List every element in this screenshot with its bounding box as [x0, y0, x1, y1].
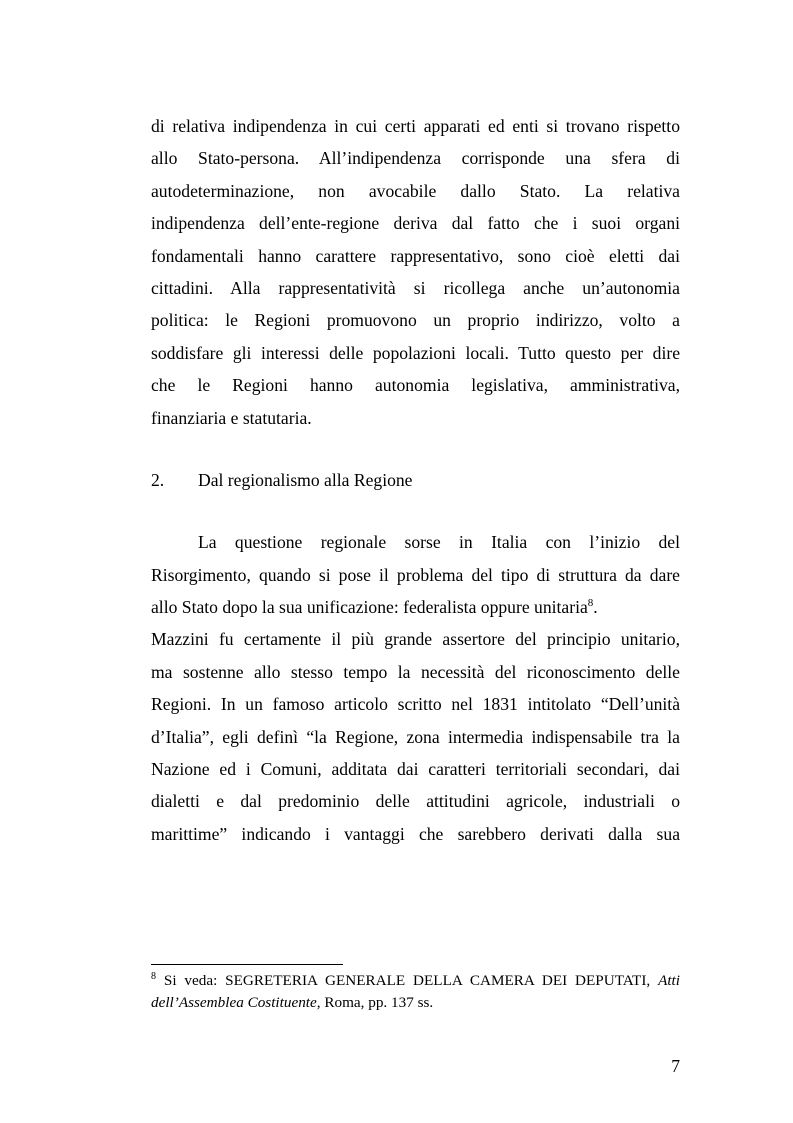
footnote-title-part-1: Atti — [658, 972, 680, 989]
footnote-text: Si veda: SEGRETERIA GENERALE DELLA CAMERA DEI DEPUTATI, — [156, 972, 659, 989]
paragraph-line: Risorgimento, quando si pose il problema del tipo di struttura da dare — [151, 564, 680, 585]
paragraph-line: cittadini. Alla rappresentatività si ricollega anche un’autonomia — [151, 277, 680, 298]
paragraph-line: di relativa indipendenza in cui certi apparati ed enti si trovano rispetto — [151, 116, 680, 136]
paragraph-line: Regioni. In un famoso articolo scritto nel 1831 intitolato “Dell’unità — [151, 694, 680, 715]
paragraph-2 — [151, 526, 680, 623]
paragraph-line: Nazione ed i Comuni, additata dai caratteri territoriali secondari, dai — [151, 759, 680, 780]
paragraph-line-end: . — [593, 597, 598, 618]
page-body — [151, 110, 680, 850]
paragraph-line: che le Regioni hanno autonomia legislativa, amministrativa, — [151, 375, 680, 396]
section-title: Dal regionalismo alla Regione — [198, 469, 413, 490]
paragraph-line: politica: le Regioni promuovono un proprio indirizzo, volto a — [151, 310, 680, 331]
paragraph-line — [151, 591, 680, 623]
paragraph-line: allo Stato-persona. All’indipendenza corrisponde una sfera di — [151, 148, 680, 169]
paragraph-line: finanziaria e statutaria. — [151, 407, 312, 428]
footnote-title-part-2: dell’Assemblea Costituente — [151, 994, 317, 1011]
footnote-line — [151, 992, 680, 1014]
paragraph-line: marittime” indicando i vantaggi che sarebbero derivati dalla sua — [151, 823, 680, 844]
paragraph-line: dialetti e dal predominio delle attitudini agricole, industriali o — [151, 791, 680, 812]
footnote — [151, 970, 680, 1014]
footnote-text-end: , Roma, pp. 137 ss. — [316, 994, 434, 1011]
section-number: 2. — [151, 469, 165, 490]
footnote-line — [151, 970, 680, 992]
paragraph-line — [151, 526, 680, 558]
paragraph-line: soddisfare gli interessi delle popolazioni locali. Tutto questo per dire — [151, 342, 680, 363]
footnote-separator — [151, 964, 343, 965]
paragraph-1 — [151, 110, 680, 434]
paragraph-line: autodeterminazione, non avocabile dallo Stato. La relativa — [151, 180, 680, 201]
page-number: 7 — [671, 1056, 680, 1076]
footnote-reference[interactable]: 8 — [587, 597, 594, 610]
paragraph-line: d’Italia”, egli definì “la Regione, zona intermedia indispensabile tra la — [151, 726, 680, 747]
paragraph-line-text: allo Stato dopo la sua unificazione: federalista oppure unitaria — [151, 597, 588, 618]
paragraph-line: indipendenza dell’ente-regione deriva dal fatto che i suoi organi — [151, 213, 680, 234]
paragraph-line-text: La questione regionale sorse in Italia con l’inizio del — [198, 532, 680, 553]
paragraph-line: ma sostenne allo stesso tempo la necessità del riconoscimento delle — [151, 661, 680, 682]
paragraph-line: fondamentali hanno carattere rappresentativo, sono cioè eletti dai — [151, 245, 680, 266]
paragraph-line: Mazzini fu certamente il più grande assertore del principio unitario, — [151, 629, 680, 650]
footnote-number: 8 — [151, 971, 156, 982]
section-heading — [151, 464, 680, 496]
paragraph-3 — [151, 623, 680, 850]
